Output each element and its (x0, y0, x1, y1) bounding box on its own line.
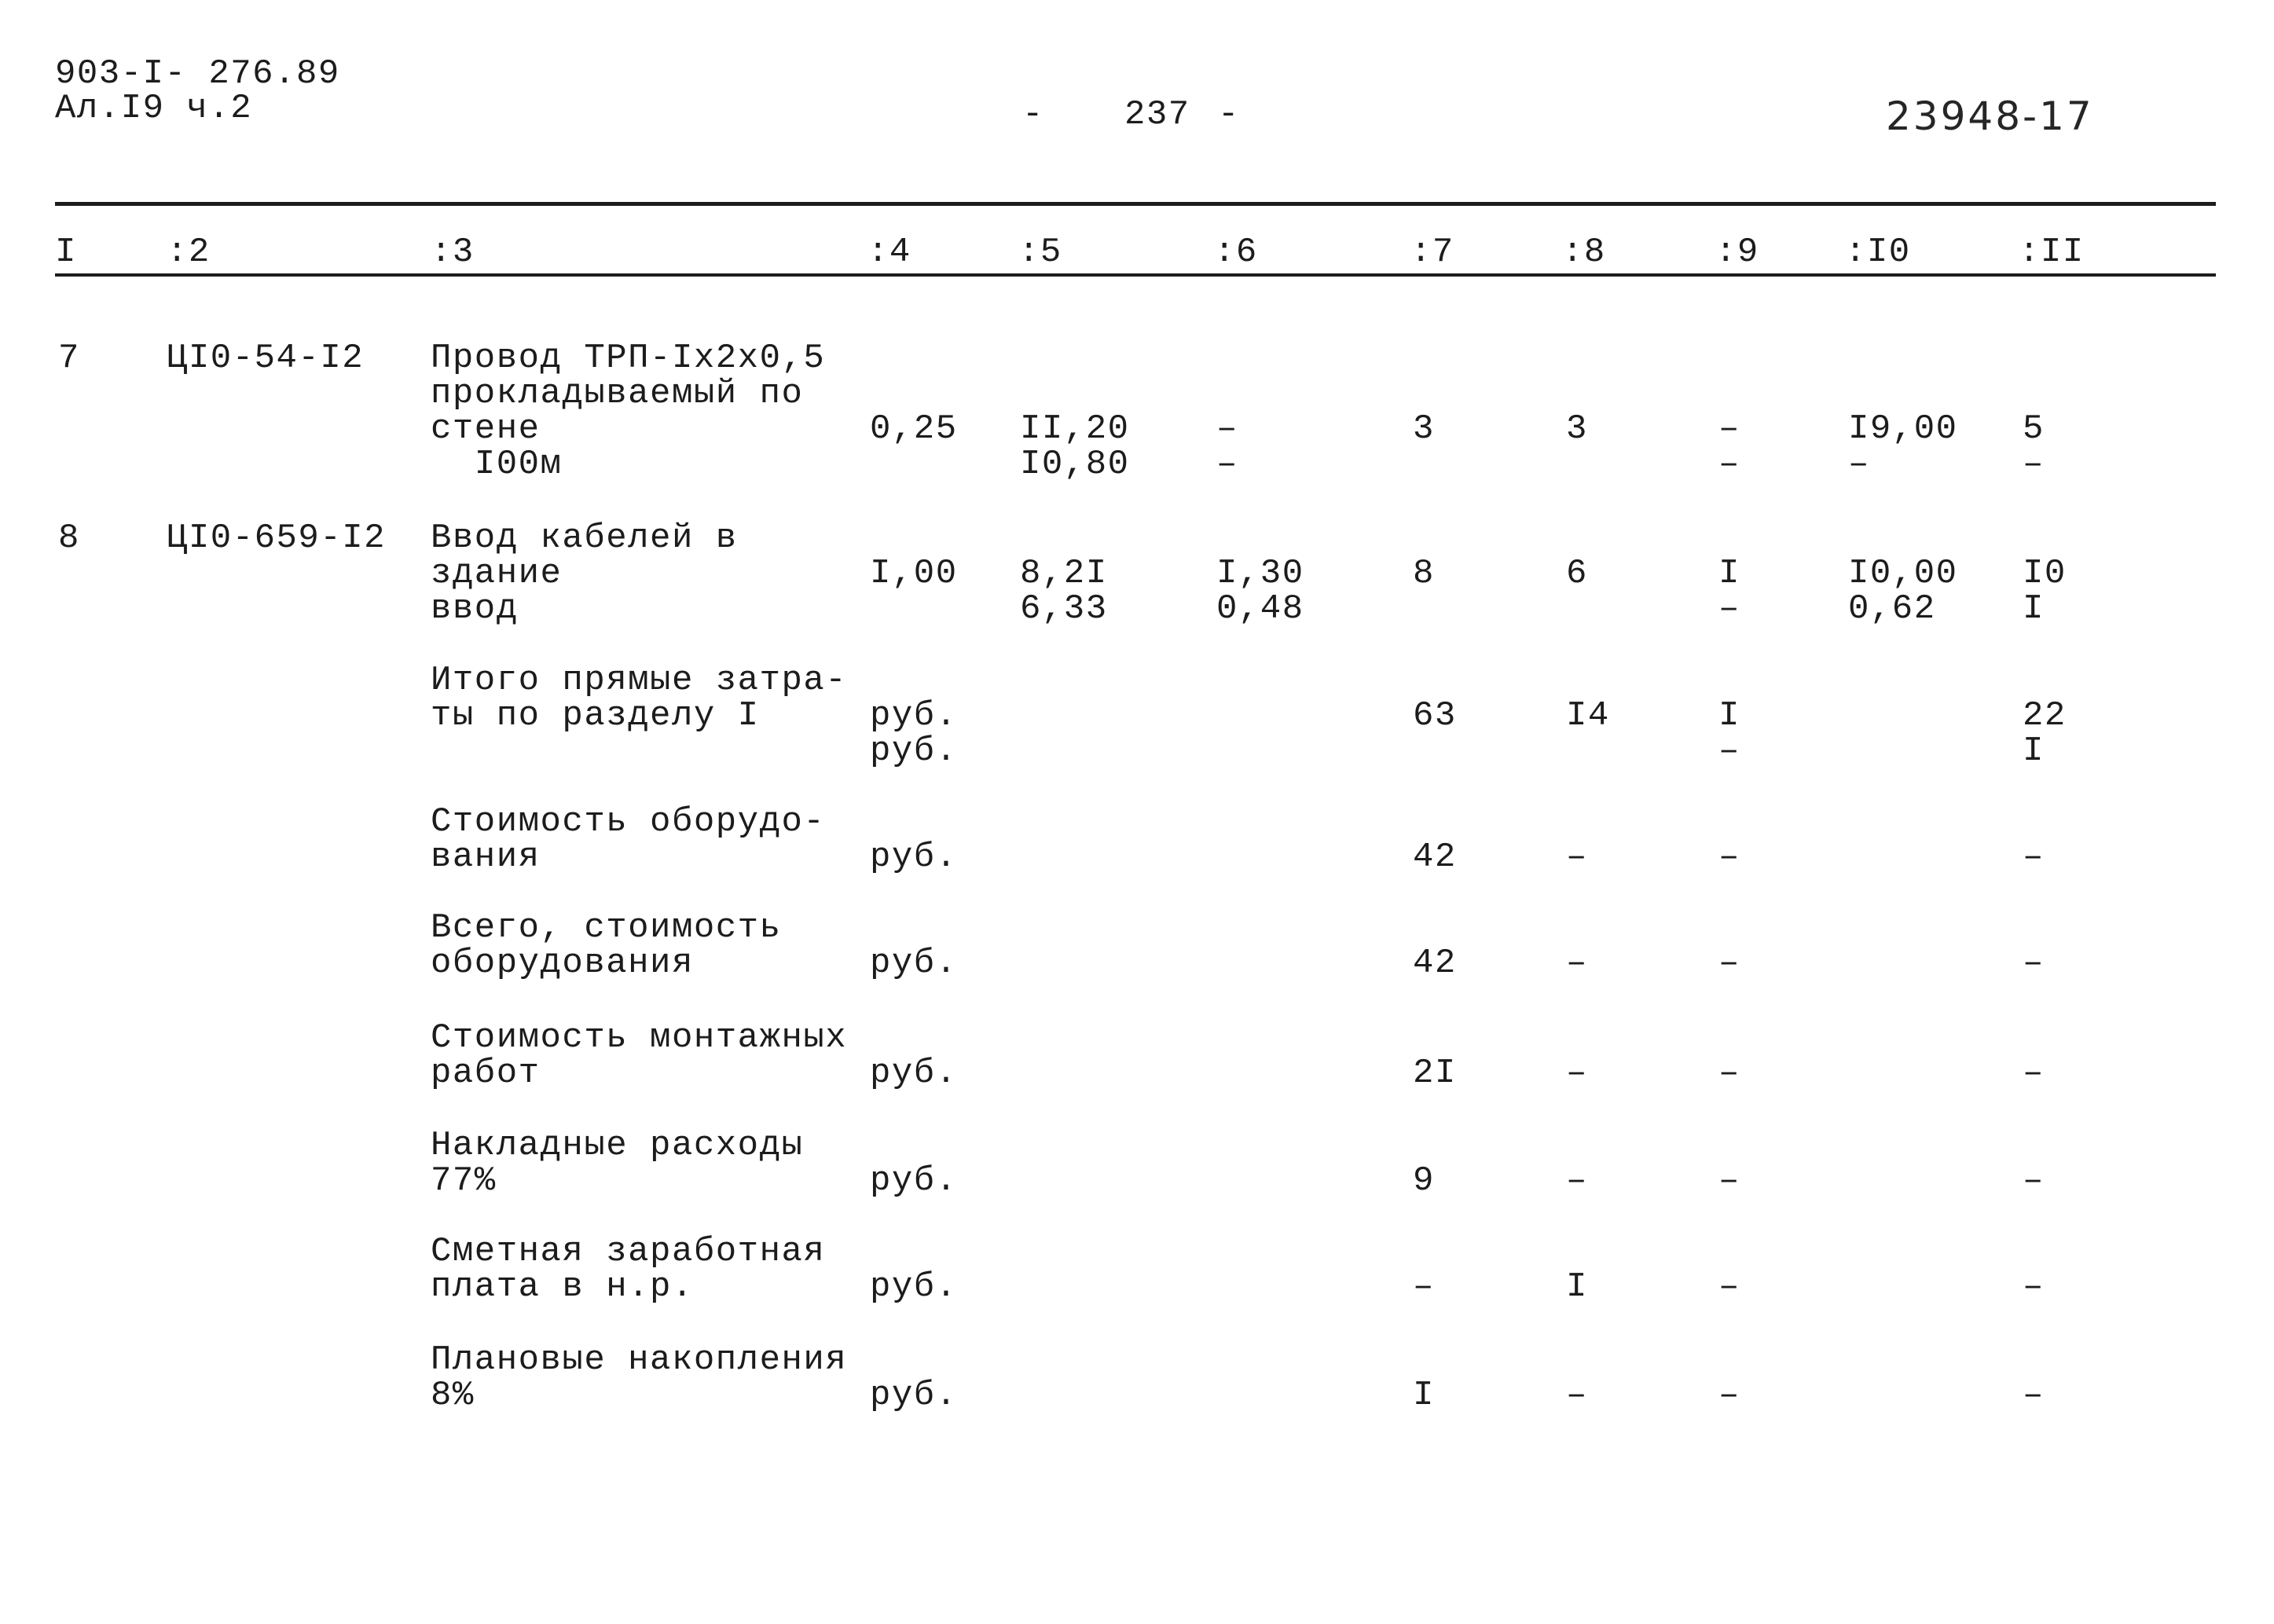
cell-col-5: 6,33 (1020, 589, 1108, 629)
cell-col-9: – (1718, 589, 1740, 629)
cell-col-7: 9 (1413, 1161, 1435, 1201)
description-line: Провод ТРП-Iх2х0,5 (431, 339, 826, 378)
description-line: оборудования (431, 944, 694, 983)
column-header-10: :I0 (1845, 233, 1911, 272)
description-line: здание (431, 554, 563, 593)
cell-col-5: II,20 (1020, 409, 1130, 449)
album-reference: Ал.I9 ч.2 (55, 89, 253, 128)
cell-col-9: – (1718, 1054, 1740, 1093)
cell-col-11: I (2023, 731, 2045, 771)
cell-col-4: руб. (870, 731, 958, 771)
header-rule-top (55, 202, 2216, 206)
cell-col-9: I (1718, 554, 1740, 593)
cell-col-8: – (1566, 838, 1588, 877)
cell-col-7: 63 (1413, 696, 1457, 735)
header-rule-bottom (55, 273, 2216, 277)
description-line: Ввод кабелей в (431, 519, 738, 558)
cell-col-10: – (1848, 445, 1870, 484)
cell-col-6: – (1216, 409, 1238, 449)
description-line: 8% (431, 1376, 475, 1415)
cell-col-4: руб. (870, 838, 958, 877)
column-header-1: I (55, 233, 77, 272)
description-line: Стоимость монтажных (431, 1018, 848, 1058)
description-line: работ (431, 1054, 541, 1093)
cell-col-4: руб. (870, 1161, 958, 1201)
cell-col-8: – (1566, 1376, 1588, 1415)
table-row (0, 1128, 2274, 1234)
cell-col-8: – (1566, 944, 1588, 983)
description-line: Плановые накопления (431, 1340, 848, 1380)
cell-col-7: 8 (1413, 554, 1435, 593)
cell-col-11: – (2023, 445, 2045, 484)
cell-col-11: – (2023, 944, 2045, 983)
cell-col-11: – (2023, 1267, 2045, 1307)
description-line: 77% (431, 1161, 497, 1201)
cell-col-9: – (1718, 838, 1740, 877)
cell-col-11: 22 (2023, 696, 2067, 735)
cell-col-9: – (1718, 1161, 1740, 1201)
cell-col-11: I0 (2023, 554, 2067, 593)
column-header-2: :2 (167, 233, 211, 272)
cell-col-8: 6 (1566, 554, 1588, 593)
cell-col-8: I4 (1566, 696, 1610, 735)
cell-col-7: I (1413, 1376, 1435, 1415)
column-header-8: :8 (1562, 233, 1606, 272)
column-header-6: :6 (1214, 233, 1258, 272)
page-number-dash-left: - (1022, 95, 1044, 134)
table-row (0, 341, 2274, 482)
cell-col-4: руб. (870, 1376, 958, 1415)
cell-col-4: руб. (870, 1054, 958, 1093)
table-row (0, 1018, 2274, 1127)
cell-col-8: – (1566, 1054, 1588, 1093)
cell-col-8: 3 (1566, 409, 1588, 449)
column-header-3: :3 (431, 233, 475, 272)
cell-col-4: 0,25 (870, 409, 958, 449)
description-line: I00м (474, 445, 563, 484)
description-line: ввод (431, 589, 519, 629)
cell-col-7: 2I (1413, 1054, 1457, 1093)
description-line: вания (431, 838, 541, 877)
rate-code: ЦI0-659-I2 (167, 519, 387, 558)
rate-code: ЦI0-54-I2 (167, 339, 365, 378)
cell-col-7: – (1413, 1267, 1435, 1307)
cell-col-6: I,30 (1216, 554, 1304, 593)
cell-col-11: – (2023, 1054, 2045, 1093)
cell-col-11: I (2023, 589, 2045, 629)
column-header-7: :7 (1410, 233, 1454, 272)
document-code: 903-I- 276.89 (55, 54, 340, 93)
cell-col-9: – (1718, 1376, 1740, 1415)
description-line: ты по разделу I (431, 696, 760, 735)
description-line: прокладываемый по (431, 374, 804, 413)
table-row (0, 908, 2274, 1017)
cell-col-8: I (1566, 1267, 1588, 1307)
cell-col-4: руб. (870, 1267, 958, 1307)
cell-col-11: – (2023, 1161, 2045, 1201)
page-number-dash-right: - (1218, 95, 1240, 134)
column-header-5: :5 (1018, 233, 1062, 272)
cell-col-11: 5 (2023, 409, 2045, 449)
table-row (0, 521, 2274, 627)
page-number: 237 (1124, 95, 1190, 134)
column-header-9: :9 (1715, 233, 1759, 272)
description-line: стене (431, 409, 541, 449)
cell-col-9: – (1718, 1267, 1740, 1307)
table-row (0, 1340, 2274, 1449)
cell-col-10: I0,00 (1848, 554, 1958, 593)
description-line: Стоимость оборудо- (431, 802, 826, 841)
description-line: плата в н.р. (431, 1267, 694, 1307)
table-row (0, 663, 2274, 769)
row-number: 8 (58, 519, 80, 558)
column-header-4: :4 (867, 233, 911, 272)
sheet-code-handwritten: 23948-17 (1886, 93, 2094, 139)
cell-col-11: – (2023, 838, 2045, 877)
description-line: Сметная заработная (431, 1232, 826, 1271)
table-row (0, 1234, 2274, 1340)
row-number: 7 (58, 339, 80, 378)
table-row (0, 802, 2274, 911)
cell-col-5: 8,2I (1020, 554, 1108, 593)
cell-col-6: 0,48 (1216, 589, 1304, 629)
description-line: Всего, стоимость (431, 908, 782, 948)
description-line: Итого прямые затра- (431, 661, 848, 700)
cell-col-7: 3 (1413, 409, 1435, 449)
cell-col-9: – (1718, 731, 1740, 771)
cell-col-11: – (2023, 1376, 2045, 1415)
cell-col-9: – (1718, 445, 1740, 484)
cell-col-4: руб. (870, 696, 958, 735)
cell-col-7: 42 (1413, 944, 1457, 983)
cell-col-7: 42 (1413, 838, 1457, 877)
cell-col-9: I (1718, 696, 1740, 735)
column-header-11: :II (2019, 233, 2085, 272)
cell-col-10: I9,00 (1848, 409, 1958, 449)
cell-col-4: I,00 (870, 554, 958, 593)
cell-col-8: – (1566, 1161, 1588, 1201)
cell-col-9: – (1718, 409, 1740, 449)
cell-col-5: I0,80 (1020, 445, 1130, 484)
cell-col-4: руб. (870, 944, 958, 983)
description-line: Накладные расходы (431, 1126, 804, 1165)
cell-col-6: – (1216, 445, 1238, 484)
cell-col-10: 0,62 (1848, 589, 1936, 629)
cell-col-9: – (1718, 944, 1740, 983)
